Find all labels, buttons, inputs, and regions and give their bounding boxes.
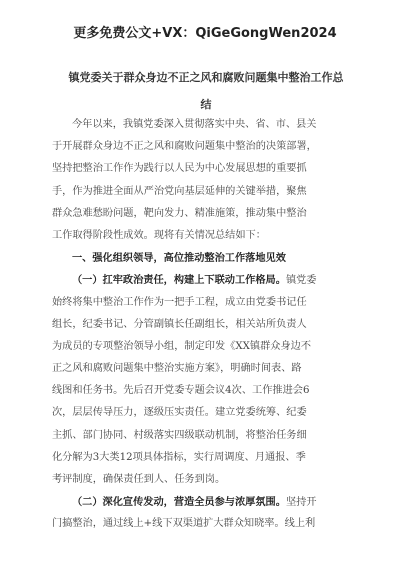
intro-line: 工作取得阶段性成效。现将有关情况总结如下：	[52, 229, 266, 241]
subsection-heading: （二）深化宣传发动，营造全员参与浓厚氛围。	[72, 496, 286, 509]
paragraph-line: 始终将集中整治工作作为一把手工程，成立由党委书记任	[52, 296, 307, 308]
intro-line: 手，作为推进全面从严治党向基层延伸的关键举措，聚焦	[52, 185, 307, 197]
paragraph-line: 主抓、部门协同、村级落实四级联动机制，将整治任务细	[52, 429, 307, 441]
intro-line: 群众急难愁盼问题，靶向发力、精准施策，推动集中整治	[52, 207, 307, 219]
intro-line: 于开展群众身边不正之风和腐败问题集中整治的决策部署，	[52, 141, 317, 153]
paragraph-line: 次，层层传导压力，逐级压实责任。建立党委统筹、纪委	[52, 407, 307, 419]
paragraph-line: 正之风和腐败问题集中整治实施方案》，明确时间表、路	[52, 363, 302, 375]
paragraph-line: 化分解为3大类12项具体指标，实行周调度、月通报、季	[52, 451, 306, 463]
subsection-heading: （一）扛牢政治责任，构建上下联动工作格局。	[72, 274, 286, 287]
paragraph-line: 考评制度，确保责任到人、任务到岗。	[52, 474, 226, 485]
promo-banner: 更多免费公文+VX：QiGeGongWen2024	[73, 26, 337, 41]
paragraph-text: 镇党委	[285, 275, 317, 287]
subsection-1-first-line	[52, 269, 358, 291]
paragraph-text: 坚持开	[285, 497, 317, 509]
document-body	[52, 114, 358, 536]
paragraph-line: 门搞整治，通过线上+线下双渠道扩大群众知晓率。线上利	[52, 518, 316, 530]
intro-line: 今年以来，我镇党委深入贯彻落实中央、省、市、县关	[72, 119, 317, 130]
title-line-1: 镇党委关于群众身边不正之风和腐败问题集中整治工作总	[68, 71, 344, 84]
title-line-2: 结	[200, 98, 212, 111]
subsection-2-first-line	[52, 491, 358, 513]
paragraph-line: 为成员的专项整治领导小组，制定印发《XX镇群众身边不	[52, 340, 312, 352]
paragraph-line: 组长，纪委书记、分管副镇长任副组长，相关站所负责人	[52, 318, 307, 330]
paragraph-line: 线图和任务书。先后召开党委专题会议4次、工作推进会6	[52, 385, 310, 397]
document-title	[60, 64, 352, 118]
intro-line: 坚持把整治工作作为践行以人民为中心发展思想的重要抓	[52, 163, 307, 175]
section-heading: 一、强化组织领导，高位推动整治工作落地见效	[72, 252, 286, 265]
